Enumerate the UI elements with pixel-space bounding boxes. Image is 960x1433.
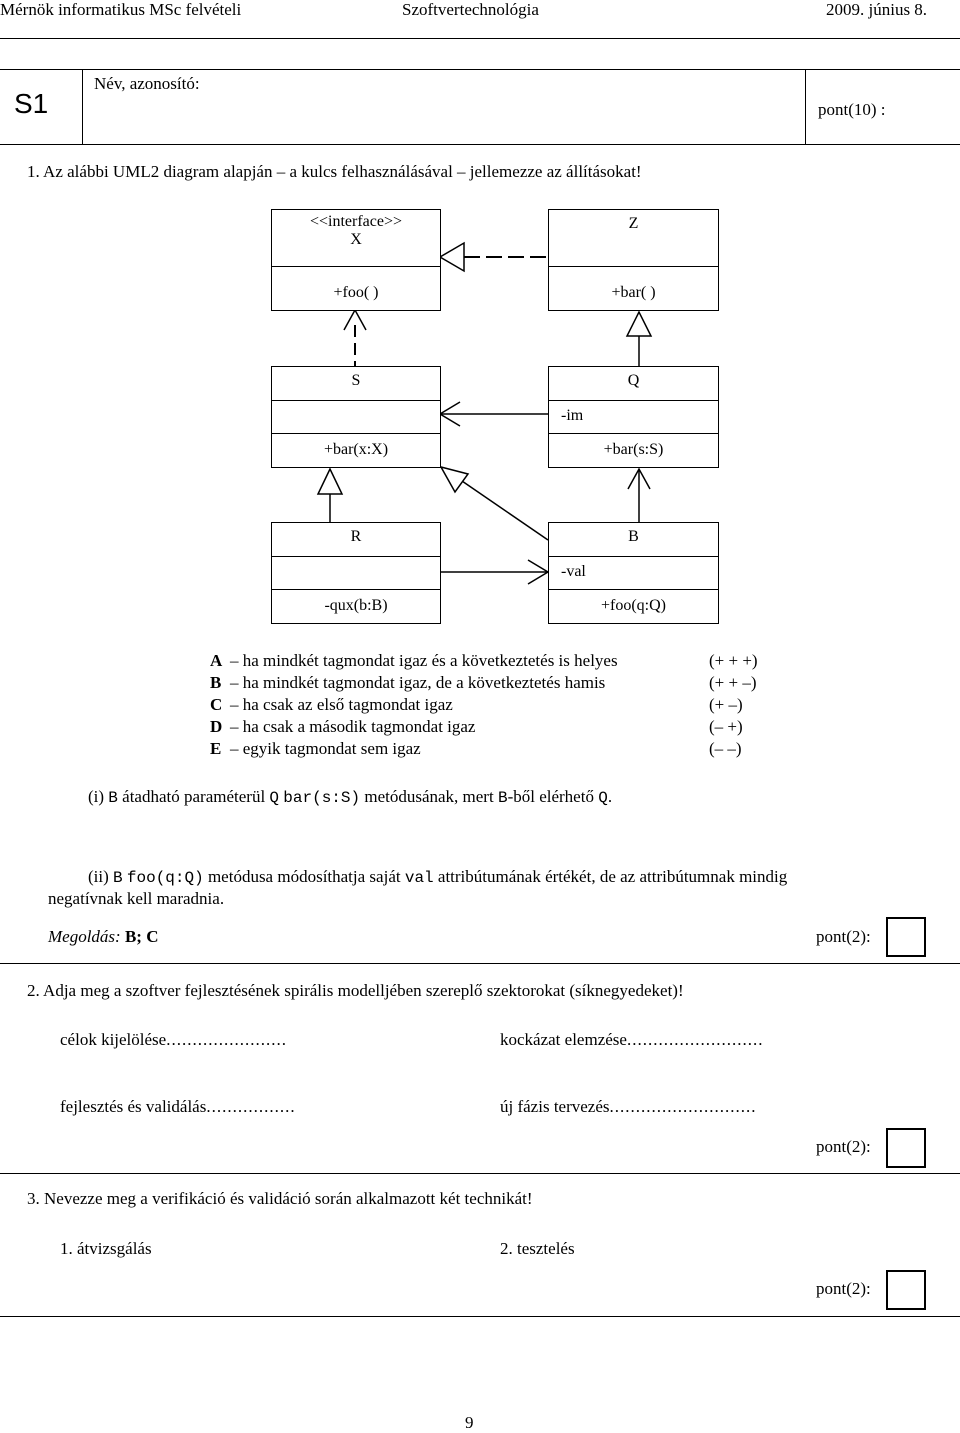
uml-relations bbox=[0, 0, 960, 640]
q3-points-label: pont(2): bbox=[816, 1279, 871, 1298]
key-code-c: (+ –) bbox=[709, 695, 743, 714]
q1-score-box[interactable] bbox=[886, 917, 926, 957]
statement-i: (i) B átadható paraméterül Q bar(s:S) metódusának, mert B-ből elérhető Q. bbox=[88, 787, 613, 807]
class-q-attr: -im bbox=[561, 407, 584, 424]
key-text-d: – ha csak a második tagmondat igaz bbox=[230, 717, 476, 736]
solution-label: Megoldás: bbox=[48, 927, 121, 946]
name-label: Név, azonosító: bbox=[94, 74, 200, 93]
total-points-label: pont(10) : bbox=[818, 100, 886, 119]
q2-answer-1: célok kijelölése....................... bbox=[60, 1030, 287, 1049]
q2-answer-2: kockázat elemzése.......................... bbox=[500, 1030, 764, 1049]
class-b-name: B bbox=[628, 528, 639, 545]
class-s-op: +bar(x:X) bbox=[323, 441, 389, 458]
key-letter-d: D bbox=[210, 717, 223, 736]
class-r-name: R bbox=[350, 528, 362, 545]
sheet-code: S1 bbox=[14, 88, 49, 119]
uml-class-b bbox=[548, 522, 719, 624]
generalization-arrowhead-s2 bbox=[441, 467, 468, 492]
solution-line bbox=[48, 927, 159, 947]
key-code-b: (+ + –) bbox=[709, 673, 757, 692]
key-letter-a: A bbox=[210, 651, 223, 670]
uml-class-x bbox=[271, 209, 441, 311]
realization-arrowhead-x bbox=[440, 243, 464, 271]
q1-rule bbox=[0, 963, 960, 964]
class-q-op: +bar(s:S) bbox=[603, 441, 664, 458]
uml-class-z bbox=[548, 209, 719, 311]
key-letter-e: E bbox=[210, 739, 222, 758]
q2-score-box[interactable] bbox=[886, 1128, 926, 1168]
key-text-e: – egyik tagmondat sem igaz bbox=[230, 739, 421, 758]
key-code-e: (– –) bbox=[709, 739, 742, 758]
key-text-b: – ha mindkét tagmondat igaz, de a következtetés hamis bbox=[230, 673, 606, 692]
class-q-name: Q bbox=[627, 372, 640, 389]
class-r-op: -qux(b:B) bbox=[324, 597, 388, 614]
key-text-c: – ha csak az első tagmondat igaz bbox=[230, 695, 453, 714]
class-z-op: +bar( ) bbox=[611, 284, 656, 301]
q2-points-label: pont(2): bbox=[816, 1137, 871, 1156]
class-z-name: Z bbox=[628, 215, 639, 232]
uml-class-q bbox=[548, 366, 719, 468]
solution-value: B; C bbox=[124, 927, 159, 946]
q3-answer-1: 1. átvizsgálás bbox=[60, 1239, 152, 1258]
q2-rule bbox=[0, 1173, 960, 1174]
uml-class-s bbox=[271, 366, 441, 468]
key-letter-b: B bbox=[210, 673, 222, 692]
class-x-name: X bbox=[350, 231, 362, 248]
key-code-a: (+ + +) bbox=[709, 651, 758, 670]
class-x-stereotype: <<interface>> bbox=[309, 213, 403, 230]
q3-prompt: 3. Nevezze meg a verifikáció és validáció során alkalmazott két technikát! bbox=[27, 1189, 533, 1208]
q2-answer-3: fejlesztés és validálás................. bbox=[60, 1097, 296, 1116]
key-letter-c: C bbox=[210, 695, 223, 714]
class-b-op: +foo(q:Q) bbox=[600, 597, 666, 614]
class-s-name: S bbox=[351, 372, 361, 389]
q1-prompt: 1. Az alábbi UML2 diagram alapján – a kulcs felhasználásával – jellemezze az állításokat! bbox=[27, 162, 642, 181]
header-center: Szoftvertechnológia bbox=[402, 0, 539, 19]
key-text-a: – ha mindkét tagmondat igaz és a következtetés is helyes bbox=[230, 651, 618, 670]
q2-prompt: 2. Adja meg a szoftver fejlesztésének spirális modelljében szereplő szektorokat (síknegyedeket)! bbox=[27, 981, 684, 1000]
generalization-arrowhead-z bbox=[627, 312, 651, 336]
class-b-attr: -val bbox=[561, 563, 586, 580]
statement-ii-line2: negatívnak kell maradnia. bbox=[48, 889, 225, 908]
q3-answer-2: 2. tesztelés bbox=[500, 1239, 575, 1258]
key-code-d: (– +) bbox=[709, 717, 743, 736]
uml-diagram bbox=[0, 0, 960, 640]
header-right: 2009. június 8. bbox=[826, 0, 928, 19]
q1-points-label: pont(2): bbox=[816, 927, 871, 946]
generalization-b-s bbox=[462, 481, 548, 540]
class-x-op: +foo( ) bbox=[333, 284, 379, 301]
uml-class-r bbox=[271, 522, 441, 624]
page-number: 9 bbox=[465, 1413, 474, 1432]
q3-rule bbox=[0, 1316, 960, 1317]
generalization-arrowhead-s bbox=[318, 469, 342, 494]
header-left: Mérnök informatikus MSc felvételi bbox=[0, 0, 242, 19]
q3-score-box[interactable] bbox=[886, 1270, 926, 1310]
q2-answer-4: új fázis tervezés............................ bbox=[500, 1097, 757, 1116]
statement-ii-line1: (ii) B foo(q:Q) metódusa módosíthatja saját val attribútumának értékét, de az attribútumnak mindig bbox=[88, 867, 788, 887]
